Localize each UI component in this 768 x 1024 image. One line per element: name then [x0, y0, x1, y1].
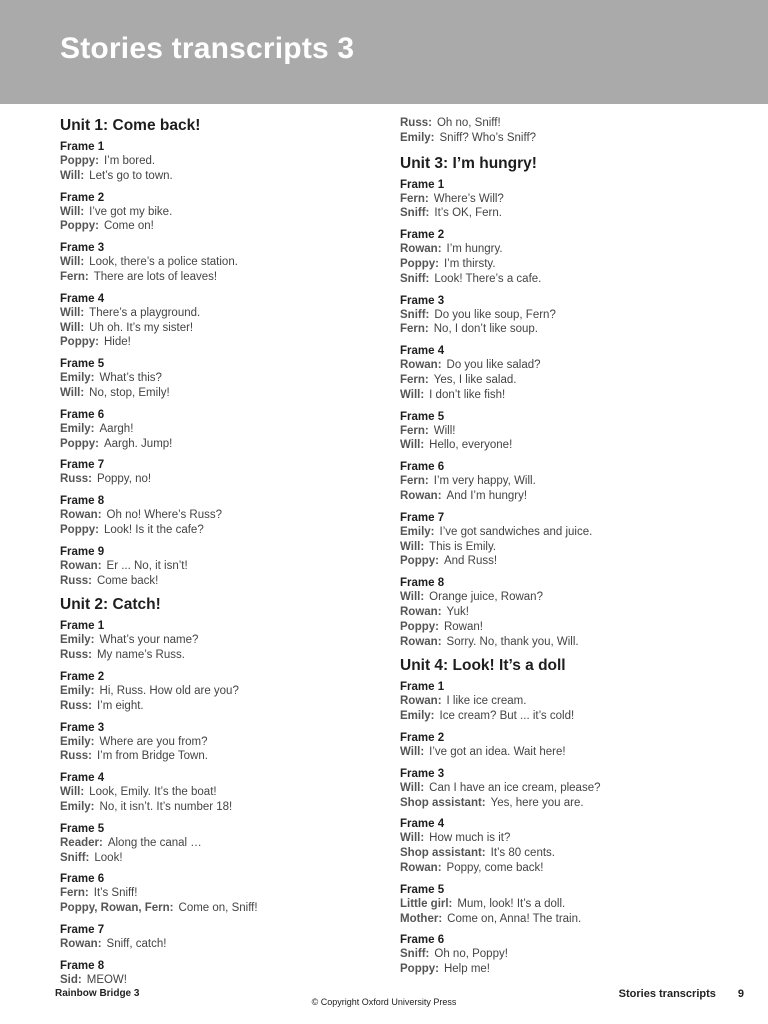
footer-section [619, 988, 744, 1000]
speaker-name: Poppy, Rowan, Fern: [60, 902, 174, 915]
frame-title: Frame 9 [60, 545, 105, 558]
frame-block [60, 357, 390, 401]
speech-text: I’ve got an idea. Wait here! [429, 745, 566, 758]
frame-block [60, 872, 390, 916]
speaker-name: Poppy: [400, 620, 439, 633]
frame-block [400, 228, 730, 286]
dialogue-line [60, 574, 390, 589]
dialogue-line [60, 699, 390, 714]
dialogue-line [60, 386, 390, 401]
speech-text: I’ve got my bike. [89, 205, 173, 218]
speaker-name: Will: [60, 256, 85, 269]
speaker-name: Poppy: [60, 336, 99, 349]
frame-block [60, 241, 390, 285]
dialogue-line [60, 154, 390, 169]
dialogue-line [400, 694, 730, 709]
speech-text: Come on! [103, 220, 154, 233]
unit-title: Unit 2: Catch! [60, 596, 161, 614]
frame-title: Frame 2 [60, 191, 105, 204]
speaker-name: Emily: [400, 131, 435, 144]
frame-block [60, 140, 390, 184]
speech-text: I’m very happy, Will. [433, 475, 536, 488]
unit-section [400, 154, 730, 650]
dialogue-line [60, 735, 390, 750]
frame-title: Frame 3 [400, 294, 445, 307]
dialogue-line [60, 371, 390, 386]
dialogue-line [60, 508, 390, 523]
speech-text: Er ... No, it isn’t! [106, 559, 188, 572]
dialogue-line [400, 861, 730, 876]
unit-title: Unit 3: I’m hungry! [400, 154, 537, 172]
speech-text: I don’t like fish! [429, 388, 506, 401]
speaker-name: Shop assistant: [400, 847, 486, 860]
frame-block [60, 721, 390, 765]
speaker-name: Will: [400, 832, 425, 845]
dialogue-line [400, 796, 730, 811]
speech-text: It’s 80 cents. [490, 847, 555, 860]
speech-text: What’s this? [99, 372, 162, 385]
dialogue-line [400, 257, 730, 272]
dialogue-line [400, 912, 730, 927]
frame-title: Frame 2 [400, 731, 445, 744]
speaker-name: Emily: [60, 422, 95, 435]
speech-text: Oh no! Where’s Russ? [106, 509, 223, 522]
dialogue-line [400, 962, 730, 977]
speaker-name: Sid: [60, 973, 82, 986]
frame-block [60, 494, 390, 538]
frame-block [400, 817, 730, 875]
speaker-name: Fern: [60, 887, 89, 900]
speaker-name: Will: [400, 745, 425, 758]
dialogue-line [400, 308, 730, 323]
dialogue-line [400, 554, 730, 569]
dialogue-line [400, 947, 730, 962]
speaker-name: Will: [400, 781, 425, 794]
speech-text: Hide! [103, 336, 131, 349]
dialogue-line [400, 116, 730, 131]
speaker-name: Rowan: [60, 509, 102, 522]
speech-text: Come on, Sniff! [178, 902, 258, 915]
dialogue-line [60, 321, 390, 336]
frame-block [60, 670, 390, 714]
frame-title: Frame 5 [400, 883, 445, 896]
unit-section [60, 595, 390, 987]
dialogue-line [400, 846, 730, 861]
speech-text: Uh oh. It’s my sister! [89, 321, 194, 334]
speech-text: And Russ! [443, 555, 498, 568]
dialogue-line [400, 897, 730, 912]
dialogue-line [400, 438, 730, 453]
page-number: 9 [737, 988, 744, 1000]
dialogue-line [400, 131, 730, 146]
speaker-name: Rowan: [400, 243, 442, 256]
footer-copyright: © Copyright Oxford University Press [311, 997, 457, 1007]
speech-text: MEOW! [86, 973, 127, 986]
speaker-name: Fern: [60, 270, 89, 283]
speaker-name: Emily: [60, 372, 95, 385]
speaker-name: Sniff: [60, 851, 90, 864]
speech-text: I’m thirsty. [443, 257, 496, 270]
speech-text: Poppy, no! [96, 473, 152, 486]
speaker-name: Fern: [400, 475, 429, 488]
frame-title: Frame 5 [400, 410, 445, 423]
frame-title: Frame 1 [60, 141, 105, 153]
dialogue-line [60, 937, 390, 952]
frame-title: Frame 2 [400, 229, 445, 242]
unit-title: Unit 1: Come back! [60, 117, 201, 134]
speech-text: Look, Emily. It’s the boat! [89, 786, 217, 799]
frame-block [400, 767, 730, 811]
speaker-name: Little girl: [400, 897, 453, 910]
speaker-name: Emily: [60, 735, 95, 748]
speaker-name: Russ: [60, 574, 92, 587]
speech-text: Do you like salad? [446, 359, 541, 372]
speaker-name: Poppy: [60, 155, 99, 167]
speech-text: I’m from Bridge Town. [96, 750, 208, 763]
page-title: Stories transcripts 3 [60, 32, 355, 65]
speaker-name: Sniff: [400, 308, 430, 321]
frame-block [60, 771, 390, 815]
dialogue-line [400, 605, 730, 620]
speech-text: Do you like soup, Fern? [434, 308, 556, 321]
frame-block [60, 959, 390, 988]
frame-block [60, 619, 390, 663]
speech-text: Yuk! [446, 605, 469, 618]
unit-title: Unit 4: Look! It’s a doll [400, 657, 566, 675]
speaker-name: Emily: [400, 525, 435, 538]
speech-text: There’s a playground. [89, 306, 201, 319]
speech-text: Sorry. No, thank you, Will. [446, 635, 579, 648]
frame-block [400, 933, 730, 977]
header-banner [0, 0, 768, 104]
speech-text: I’m eight. [96, 699, 144, 712]
speaker-name: Poppy: [60, 220, 99, 233]
frame-block [400, 576, 730, 649]
speaker-name: Rowan: [60, 937, 102, 950]
speech-text: Look! [94, 851, 123, 864]
dialogue-line [400, 388, 730, 403]
dialogue-line [60, 901, 390, 916]
speaker-name: Russ: [60, 473, 92, 486]
frame-title: Frame 4 [60, 772, 105, 785]
speech-text: Sniff, catch! [106, 937, 167, 950]
dialogue-line [60, 559, 390, 574]
speech-text: Mum, look! It’s a doll. [457, 897, 566, 910]
speech-text: Look! Is it the cafe? [103, 523, 204, 536]
speech-text: Along the canal … [107, 836, 202, 849]
left-column [60, 116, 390, 995]
speaker-name: Will: [60, 386, 85, 399]
speech-text: What’s your name? [99, 634, 199, 647]
speaker-name: Poppy: [400, 963, 439, 976]
frame-block [400, 178, 730, 222]
frame-title: Frame 6 [60, 873, 105, 886]
speech-text: Aargh! [99, 422, 134, 435]
speaker-name: Emily: [60, 634, 95, 647]
dialogue-line [400, 242, 730, 257]
dialogue-line [60, 255, 390, 270]
speech-text: Aargh. Jump! [103, 437, 173, 450]
speaker-name: Fern: [400, 192, 429, 205]
frame-block [60, 191, 390, 235]
frame-block [400, 460, 730, 504]
dialogue-line [400, 620, 730, 635]
frame-title: Frame 6 [400, 934, 445, 947]
footer-book-title: Rainbow Bridge 3 [55, 988, 140, 999]
speech-text: Sniff? Who’s Sniff? [439, 131, 537, 144]
frame-block [400, 731, 730, 760]
frame-title: Frame 3 [60, 721, 105, 734]
dialogue-line [400, 590, 730, 605]
dialogue-line [400, 745, 730, 760]
speech-text: Let’s go to town. [89, 169, 173, 182]
speaker-name: Rowan: [400, 489, 442, 502]
speech-text: Oh no, Poppy! [434, 948, 508, 961]
speaker-name: Fern: [400, 424, 429, 437]
frame-title: Frame 8 [400, 577, 445, 590]
footer-section-label: Stories transcripts [618, 988, 716, 1000]
dialogue-line [60, 335, 390, 350]
frame-block [400, 410, 730, 454]
speech-text: Hi, Russ. How old are you? [99, 684, 239, 697]
speech-text: No, it isn’t. It’s number 18! [99, 800, 233, 813]
dialogue-line [400, 635, 730, 650]
dialogue-line [400, 206, 730, 221]
speech-text: I’m bored. [103, 155, 156, 167]
dialogue-line [400, 358, 730, 373]
frame-block [60, 458, 390, 487]
dialogue-line [60, 973, 390, 988]
speaker-name: Sniff: [400, 948, 430, 961]
speech-text: Orange juice, Rowan? [429, 591, 543, 604]
dialogue-line [60, 523, 390, 538]
dialogue-line [400, 781, 730, 796]
speech-text: Oh no, Sniff! [436, 117, 501, 129]
speaker-name: Poppy: [60, 523, 99, 536]
speech-text: Come on, Anna! The train. [447, 912, 582, 925]
speaker-name: Will: [60, 321, 85, 334]
dialogue-line [60, 800, 390, 815]
frame-title: Frame 4 [400, 818, 445, 831]
speaker-name: Russ: [60, 750, 92, 763]
dialogue-line [60, 886, 390, 901]
frame-title: Frame 8 [60, 959, 105, 972]
frame-title: Frame 1 [60, 620, 105, 633]
speaker-name: Emily: [60, 800, 95, 813]
speech-text: Can I have an ice cream, please? [429, 781, 601, 794]
dialogue-line [400, 192, 730, 207]
frame-title: Frame 1 [400, 178, 445, 191]
speaker-name: Sniff: [400, 207, 430, 220]
dialogue-line [60, 851, 390, 866]
right-units [400, 154, 730, 977]
frame-title: Frame 3 [400, 767, 445, 780]
speaker-name: Reader: [60, 836, 103, 849]
speech-text: No, stop, Emily! [89, 386, 170, 399]
dialogue-line [400, 525, 730, 540]
speaker-name: Will: [60, 205, 85, 218]
speech-text: This is Emily. [429, 540, 497, 553]
speaker-name: Will: [400, 439, 425, 452]
dialogue-line [60, 785, 390, 800]
frame-title: Frame 1 [400, 681, 445, 694]
speech-text: Where’s Will? [433, 192, 504, 205]
speaker-name: Shop assistant: [400, 796, 486, 809]
speaker-name: Rowan: [400, 359, 442, 372]
dialogue-line [60, 648, 390, 663]
frame-block [60, 292, 390, 350]
unit-section [400, 656, 730, 977]
speaker-name: Will: [400, 591, 425, 604]
speech-text: I like ice cream. [446, 695, 527, 708]
speaker-name: Rowan: [400, 695, 442, 708]
speaker-name: Rowan: [400, 861, 442, 874]
frame-title: Frame 5 [60, 358, 105, 371]
speaker-name: Emily: [400, 710, 435, 723]
dialogue-line [60, 270, 390, 285]
speaker-name: Russ: [400, 117, 432, 129]
frame-title: Frame 6 [400, 461, 445, 474]
frame-title: Frame 3 [60, 242, 105, 255]
frame-block [60, 822, 390, 866]
frame-title: Frame 8 [60, 495, 105, 508]
dialogue-line [60, 306, 390, 321]
speaker-name: Poppy: [400, 257, 439, 270]
speaker-name: Mother: [400, 912, 443, 925]
speech-text: Yes, here you are. [490, 796, 584, 809]
dialogue-line [400, 474, 730, 489]
frame-block [60, 923, 390, 952]
speaker-name: Russ: [60, 699, 92, 712]
dialogue-line [400, 322, 730, 337]
speech-text: I’ve got sandwiches and juice. [439, 525, 593, 538]
frame-block [60, 545, 390, 589]
speech-text: Yes, I like salad. [433, 373, 517, 386]
speech-text: Hello, everyone! [429, 439, 513, 452]
frame-title: Frame 2 [60, 670, 105, 683]
dialogue-line [400, 489, 730, 504]
speaker-name: Sniff: [400, 272, 430, 285]
right-column [400, 116, 730, 984]
continued-dialogue [400, 116, 730, 146]
frame-title: Frame 7 [400, 511, 445, 524]
frame-title: Frame 4 [60, 292, 105, 305]
frame-title: Frame 7 [60, 459, 105, 472]
frame-block [400, 511, 730, 569]
speaker-name: Rowan: [400, 635, 442, 648]
unit-section [60, 116, 390, 588]
dialogue-line [60, 684, 390, 699]
speech-text: My name’s Russ. [96, 649, 185, 662]
dialogue-line [400, 272, 730, 287]
speaker-name: Fern: [400, 323, 429, 336]
frame-block [400, 344, 730, 402]
speech-text: Where are you from? [99, 735, 208, 748]
dialogue-line [400, 831, 730, 846]
dialogue-line [60, 472, 390, 487]
speaker-name: Rowan: [60, 559, 102, 572]
dialogue-line [400, 709, 730, 724]
frame-title: Frame 5 [60, 822, 105, 835]
speech-text: Come back! [96, 574, 159, 587]
speech-text: No, I don’t like soup. [433, 323, 538, 336]
speech-text: And I’m hungry! [446, 489, 528, 502]
speech-text: It’s OK, Fern. [434, 207, 502, 220]
speech-text: Will! [433, 424, 456, 437]
speaker-name: Will: [60, 169, 85, 182]
dialogue-line [60, 205, 390, 220]
speech-text: Help me! [443, 963, 491, 976]
speaker-name: Will: [400, 540, 425, 553]
speech-text: I’m hungry. [446, 243, 503, 256]
speaker-name: Poppy: [60, 437, 99, 450]
dialogue-line [400, 540, 730, 555]
speaker-name: Poppy: [400, 555, 439, 568]
speech-text: It’s Sniff! [93, 887, 138, 900]
speaker-name: Will: [60, 786, 85, 799]
dialogue-line [60, 422, 390, 437]
frame-block [400, 680, 730, 724]
frame-title: Frame 7 [60, 923, 105, 936]
speech-text: Look! There’s a cafe. [434, 272, 542, 285]
dialogue-line [60, 749, 390, 764]
frame-block [60, 408, 390, 452]
speaker-name: Fern: [400, 373, 429, 386]
frame-block [400, 294, 730, 338]
speech-text: There are lots of leaves! [93, 270, 218, 283]
dialogue-line [60, 633, 390, 648]
frame-title: Frame 6 [60, 408, 105, 421]
dialogue-line [60, 169, 390, 184]
dialogue-line [60, 836, 390, 851]
dialogue-line [400, 373, 730, 388]
speech-text: Rowan! [443, 620, 483, 633]
dialogue-line [60, 219, 390, 234]
speech-text: Ice cream? But ... it’s cold! [439, 710, 575, 723]
speaker-name: Will: [400, 388, 425, 401]
speaker-name: Rowan: [400, 605, 442, 618]
speaker-name: Emily: [60, 684, 95, 697]
speaker-name: Will: [60, 306, 85, 319]
speech-text: Look, there’s a police station. [89, 256, 238, 269]
dialogue-line [400, 424, 730, 439]
frame-block [400, 883, 730, 927]
speech-text: How much is it? [429, 832, 511, 845]
speaker-name: Russ: [60, 649, 92, 662]
frame-title: Frame 4 [400, 345, 445, 358]
dialogue-line [60, 437, 390, 452]
speech-text: Poppy, come back! [446, 861, 544, 874]
